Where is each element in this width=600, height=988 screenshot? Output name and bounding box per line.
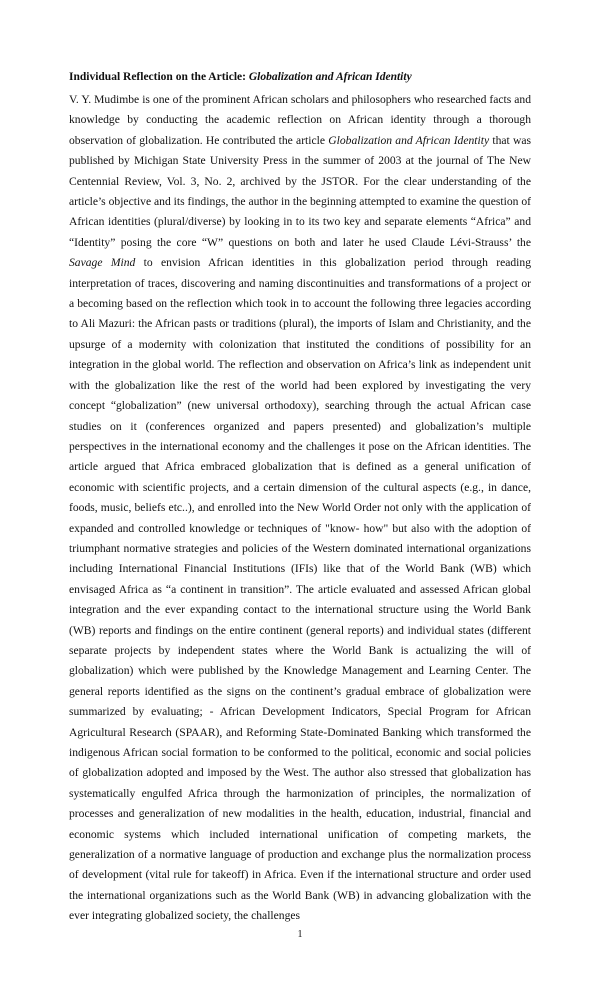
article-title-italic: Globalization and African Identity bbox=[328, 133, 490, 147]
paragraph-text-3: to envision African identities in this globalization period through reading interpretation of traces, discovering and naming discontinuities and transformations of a project or a becoming based on the reflection which took in to account the following three legacies according to Ali Mazuri: the African pasts or traditions (plural), the imports of Islam and Christianity, and the upsurge of a modernity with colonization that instituted the conditions of possibility for an integration in the global world. The reflection and observation on Africa’s link as independent unit with the globalization like the rest of the world had been explored by investigating the very concept “globalization” (new universal orthodoxy), searching through the actual African case studies on it (conferences organized and papers presented) and globalization’s multiple perspectives in the international economy and the challenges it pose on the African identities. The article argued that Africa embraced globalization that is defined as a general unification of economic with scientific projects, and a certain dimension of the cultural aspects (e.g., in dance, foods, music, beliefs etc..), and enrolled into the New World Order not only with the application of expanded and controlled knowledge or techniques of "know- how" but also with the adoption of triumphant normative strategies and policies of the Western dominated international organizations including International Financial Institutions (IFIs) like that of the World Bank (WB) which envisaged Africa as “a continent in transition”. The article evaluated and assessed African global integration and the ever expanding contact to the international structure using the World Bank (WB) reports and findings on the entire continent (general reports) and individual states (different separate projects by independent states where the World Bank is actualizing the will of globalization) which were published by the Knowledge Management and Learning Center. The general reports identified as the signs on the continent’s gradual embrace of globalization were summarized by evaluating; - African Development Indicators, Special Program for African Agricultural Research (SPAAR), and Reforming State-Dominated Banking which transformed the indigenous African social formation to be conformed to the political, economic and social policies of globalization adopted and imposed by the West. The author also stressed that globalization has systematically engulfed Africa through the harmonization of principles, the normalization of processes and generalization of new modalities in the health, education, industrial, financial and economic systems which included international unification of competing markets, the generalization of a normative language of production and exchange plus the normalization process of development (vital rule for takeoff) in Africa. Even if the international structure and order used the international organizations such as the World Bank (WB) in advancing globalization with the ever integrating globalized society, the challenges bbox=[69, 256, 531, 923]
page-number: 1 bbox=[297, 929, 303, 940]
document-heading bbox=[69, 69, 539, 85]
body-paragraph bbox=[69, 90, 531, 927]
paragraph-text-1: V. Y. Mudimbe is one of the prominent African scholars and philosophers who researched facts and knowledge by conducting the academic reflection on African identity through a thorough observation of globalization. He contributed the article bbox=[69, 93, 531, 147]
heading-prefix: Individual Reflection on the Article: bbox=[69, 71, 249, 83]
savage-mind-italic: Savage Mind bbox=[69, 256, 136, 270]
paragraph-text-2: that was published by Michigan State University Press in the summer of 2003 at the journal of The New Centennial Review, Vol. 3, No. 2, archived by the JSTOR. For the clear understanding of the article’s objective and its findings, the author in the beginning attempted to examine the question of African identities (plural/diverse) by looking in to its two key and separate elements “Africa” and “Identity” posing the core “W” questions on both and later he used Claude Lévi-Strauss’ the bbox=[69, 133, 531, 249]
heading-article-title: Globalization and African Identity bbox=[248, 71, 412, 83]
